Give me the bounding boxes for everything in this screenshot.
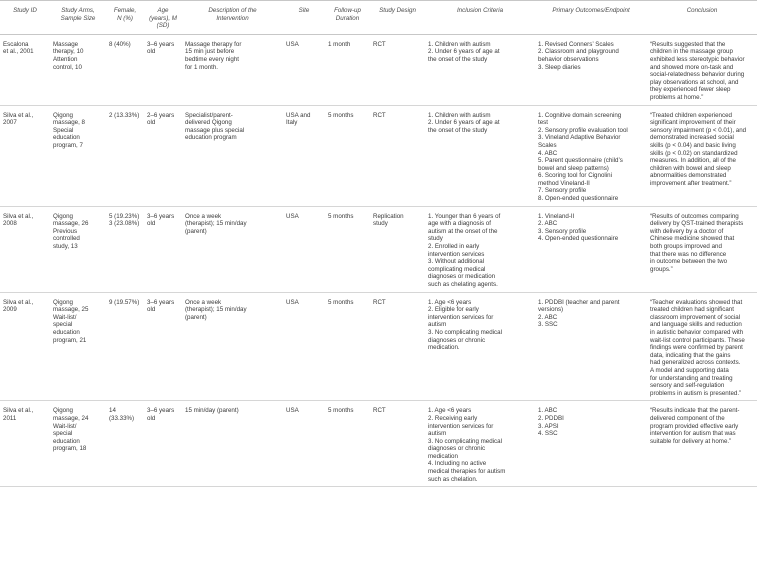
cell-line: 3–6 years [147,40,175,48]
table-header [0,1,757,35]
cell-female [106,206,144,292]
cell-line: 3. No complicating medical [428,328,502,336]
cell-line: Qigong [53,111,73,119]
cell-line: findings were confirmed by parent [650,344,743,352]
cell-follow-up [325,401,370,487]
cell-line: controlled [53,235,80,243]
cell-line: such as chelating agents. [428,281,498,288]
cell-line: intervention services for [428,313,494,321]
cell-line: old [147,220,156,228]
cell-line: et al., 2001 [3,48,34,56]
cell-line: intervention for autism that was [650,430,736,438]
cell-site [283,105,325,206]
cell-line: education program [185,134,237,142]
cell-follow-up [325,292,370,401]
cell-age [144,34,182,105]
cell-line: Scales [538,141,557,149]
header-line: Female, [113,7,137,14]
header-line: N (%) [117,14,133,22]
cell-line: medication. [428,344,460,352]
cell-line: both groups improved and [650,243,722,251]
cell-line: (parent) [185,227,207,235]
cell-line: old [147,414,156,422]
cell-line: old [147,119,156,127]
cell-site [283,401,325,487]
cell-line: “Results of outcomes comparing [650,212,739,220]
cell-line: RCT [373,40,386,48]
cell-line: education [53,328,80,336]
cell-line: and language skills and reduction [650,321,742,329]
cell-study-id [0,206,50,292]
header-line: Age [157,7,169,14]
cell-line: 15 min just before [185,48,235,56]
cell-line: delivered Qigong [185,119,232,127]
cell-female [106,401,144,487]
cell-line: Wait-list/ [53,422,77,430]
cell-site [283,34,325,105]
cell-inclusion-criteria [425,292,535,401]
cell-line: therapy, 10 [53,48,84,56]
cell-line: (therapist); 15 min/day [185,220,247,228]
cell-line: bedtime every night [185,55,239,63]
cell-line: study [373,220,388,228]
cell-line: problems in autism is presented.” [650,389,742,397]
cell-female [106,105,144,206]
cell-line: education [53,437,80,445]
cell-line: old [147,48,156,56]
cell-study-id [0,401,50,487]
cell-line: (therapist); 15 min/day [185,306,247,314]
cell-line: massage, 25 [53,306,89,314]
cell-age [144,401,182,487]
cell-line: 1. PDDBI (teacher and parent [538,298,620,306]
cell-line: Silva et al., [3,298,34,306]
cell-line: Massage [53,40,79,48]
header-line: Duration [335,14,360,22]
cell-line: for understanding and treating [650,374,733,382]
cell-line: 14 [109,407,116,415]
cell-line: autism [428,430,447,438]
cell-line: 15 min/day (parent) [185,407,239,415]
cell-line: 4. Open-ended questionnaire [538,235,619,243]
cell-line: A model and supporting data [650,366,729,374]
cell-line: measures. In addition, all of the [650,157,736,165]
cell-line: play observations at school, and [650,78,739,86]
cell-line: for 1 month. [185,63,219,71]
cell-line: 2. Under 6 years of age at [428,48,500,56]
cell-line: 1. ABC [538,407,558,415]
cell-line: 1. Children with autism [428,111,491,119]
column-header-study-design [370,1,425,35]
cell-line: Qigong [53,407,73,415]
cell-line: 2011 [3,414,17,422]
cell-study-design [370,34,425,105]
cell-line: Specialist/parent- [185,111,233,119]
cell-line: 2. Under 6 years of age at [428,119,500,127]
cell-line: 2. ABC [538,313,558,321]
cell-line: USA [286,298,299,306]
cell-line: medical therapies for autism [428,468,506,476]
cell-line: autism [428,321,447,329]
cell-study-design [370,401,425,487]
cell-line: 5. Parent questionnaire (child’s [538,157,623,165]
cell-line: “Treated children experienced [650,111,732,119]
cell-line: demonstrated increased social [650,134,734,142]
cell-line: 2. Receiving early [428,414,478,422]
cell-line: in autistic behavior compared with [650,328,744,336]
cell-line: delivery by QST-trained therapists [650,220,744,228]
cell-inclusion-criteria [425,34,535,105]
cell-primary-outcomes [535,105,647,206]
cell-primary-outcomes [535,34,647,105]
cell-line: data, indicating that the gains [650,351,731,359]
cell-line: that there was no difference [650,250,727,258]
cell-line: they experienced fewer sleep [650,86,731,94]
cell-follow-up [325,34,370,105]
cell-intervention [182,206,283,292]
cell-site [283,292,325,401]
cell-line: “Teacher evaluations showed that [650,298,743,306]
cell-age [144,105,182,206]
cell-line: 2. Classroom and playground [538,48,619,56]
cell-line: special [53,321,73,329]
cell-line: sensory impairment (p < 0.01), and [650,126,747,134]
cell-line: 2009 [3,306,17,314]
cell-line: 3–6 years [147,212,175,220]
header-line: Inclusion Criteria [456,7,504,14]
table-row [0,292,757,401]
column-header-age [144,1,182,35]
cell-intervention [182,105,283,206]
cell-line: 8 (40%) [109,40,131,48]
cell-line: 3–6 years [147,407,175,415]
cell-line: 3. Vineland Adaptive Behavior [538,134,621,142]
cell-line: education [53,134,80,142]
cell-line: Escalona [3,40,29,48]
cell-line: delivered component of the [650,414,725,422]
header-line: Sample Size [60,14,96,22]
cell-conclusion [647,292,757,401]
cell-study-arms [50,292,106,401]
cell-line: 2–6 years [147,111,175,119]
cell-line: suitable for delivery at home.” [650,437,732,445]
cell-line: study, 13 [53,243,78,251]
cell-line: diagnoses or chronic [428,445,486,453]
cell-line: 1. Vineland-II [538,212,575,220]
column-header-site [283,1,325,35]
cell-study-id [0,105,50,206]
cell-line: skills (p < 0.02) on standardized [650,149,738,157]
header-line: Description of the [208,7,257,14]
cell-line: Chinese medicine showed that [650,235,735,243]
header-line: Intervention [216,14,249,22]
cell-study-arms [50,401,106,487]
header-line: Follow-up [334,7,361,14]
cell-study-design [370,105,425,206]
cell-line: Replication [373,212,404,220]
cell-line: medication [428,452,458,460]
cell-conclusion [647,401,757,487]
cell-line: with delivery by a doctor of [650,227,724,235]
cell-line: 3. Without additional [428,258,485,266]
cell-line: Previous [53,227,78,235]
cell-line: special [53,430,73,438]
cell-line: had generalized across contexts. [650,359,741,367]
cell-line: the onset of the study [428,55,488,63]
cell-line: social-relatedness behavior during [650,71,745,79]
cell-line: (33.33%) [109,414,135,422]
cell-line: USA [286,212,299,220]
cell-line: bowel and sleep patterns) [538,164,609,172]
cell-line: 4. ABC [538,149,558,157]
header-line: Study Arms, [61,7,95,14]
header-line: Study ID [13,7,37,14]
cell-female [106,34,144,105]
cell-line: 1. Children with autism [428,40,491,48]
cell-intervention [182,34,283,105]
cell-female [106,292,144,401]
cell-line: Silva et al., [3,407,34,415]
cell-line: program, 21 [53,336,87,344]
cell-line: (parent) [185,313,207,321]
cell-study-arms [50,206,106,292]
cell-line: sensory and self-regulation [650,382,725,390]
cell-line: program, 7 [53,141,83,149]
cell-line: the onset of the study [428,126,488,134]
cell-line: 2. Eligible for early [428,306,479,314]
header-line: (SD) [156,22,170,30]
cell-line: 2. ABC [538,220,558,228]
cell-line: 1 month [328,40,351,48]
cell-line: RCT [373,407,386,415]
cell-line: 3–6 years [147,298,175,306]
cell-line: USA [286,407,299,415]
cell-line: intervention services for [428,422,494,430]
cell-line: 3. Sensory profile [538,227,587,235]
cell-study-design [370,206,425,292]
cell-line: study [428,235,443,243]
cell-line: autism at the onset of the [428,227,498,235]
cell-line: 4. Including no active [428,460,487,468]
cell-intervention [182,401,283,487]
cell-line: Wait-list/ [53,313,77,321]
column-header-intervention [182,1,283,35]
cell-line: 3 (23.08%) [109,220,140,228]
cell-line: children in the massage group [650,48,733,56]
cell-primary-outcomes [535,292,647,401]
cell-line: 5 months [328,407,354,415]
cell-line: 9 (19.57%) [109,298,140,306]
cell-line: 5 months [328,212,354,220]
cell-line: 5 months [328,298,354,306]
cell-conclusion [647,34,757,105]
cell-line: Qigong [53,298,73,306]
column-header-follow-up [325,1,370,35]
cell-inclusion-criteria [425,206,535,292]
cell-line: complicating medical [428,265,486,273]
cell-line: behavior observations [538,55,599,63]
cell-line: Special [53,126,74,134]
cell-line: massage, 24 [53,414,89,422]
column-header-female [106,1,144,35]
cell-line: Once a week [185,212,222,220]
cell-line: control, 10 [53,63,82,71]
cell-line: skills (p < 0.04) and basic living [650,141,736,149]
cell-line: “Results suggested that the [650,40,726,48]
cell-line: 4. SSC [538,430,558,438]
cell-line: 5 (19.23%) [109,212,140,220]
cell-line: Silva et al., [3,111,34,119]
cell-line: classroom improvement of social [650,313,741,321]
cell-line: abnormalities demonstrated [650,172,727,180]
cell-follow-up [325,206,370,292]
table-row [0,34,757,105]
table-row [0,206,757,292]
cell-line: 7. Sensory profile [538,187,587,195]
header-line: Primary Outcomes/Endpoint [552,7,630,14]
header-line: (years), M [149,14,177,22]
header-line: Study Design [379,7,416,14]
cell-line: 3. SSC [538,321,558,329]
cell-inclusion-criteria [425,401,535,487]
cell-line: 6. Scoring tool for Cignolini [538,172,612,180]
cell-line: 2. PDDBI [538,414,564,422]
cell-line: 2008 [3,220,17,228]
cell-line: Italy [286,119,298,127]
cell-line: massage plus special [185,126,245,134]
cell-line: 1. Revised Conners’ Scales [538,40,614,48]
cell-site [283,206,325,292]
cell-study-arms [50,34,106,105]
cell-line: diagnoses or chronic [428,336,486,344]
cell-line: USA and [286,111,311,119]
cell-line: problems at home.” [650,93,704,101]
cell-line: versions) [538,306,564,314]
cell-line: 1. Younger than 6 years of [428,212,501,220]
cell-line: program provided effective early [650,422,739,430]
cell-line: 3. APSI [538,422,559,430]
cell-line: 1. Age <6 years [428,407,472,415]
cell-study-id [0,292,50,401]
cell-study-design [370,292,425,401]
header-row [0,1,757,35]
cell-age [144,292,182,401]
cell-age [144,206,182,292]
cell-study-id [0,34,50,105]
cell-inclusion-criteria [425,105,535,206]
cell-line: Qigong [53,212,73,220]
cell-line: diagnoses or medication [428,273,496,281]
cell-line: Massage therapy for [185,40,242,48]
cell-primary-outcomes [535,206,647,292]
cell-line: test [538,119,548,127]
table-body [0,34,757,486]
cell-line: such as chelation. [428,475,478,483]
cell-line: method Vineland-II [538,179,590,187]
cell-line: old [147,306,156,314]
cell-line: intervention services [428,250,485,258]
cell-line: 1. Age <6 years [428,298,472,306]
cell-line: improvement after treatment.” [650,179,732,187]
header-line: Conclusion [686,7,718,14]
cell-line: 3. No complicating medical [428,437,502,445]
cell-line: 1. Cognitive domain screening [538,111,622,119]
header-line: Site [298,7,310,14]
column-header-primary-outcomes [535,1,647,35]
cell-line: 2. Sensory profile evaluation tool [538,126,628,134]
cell-line: program, 18 [53,445,87,453]
cell-line: 2 (13.33%) [109,111,140,119]
cell-line: RCT [373,111,386,119]
cell-line: wait-list control participants. These [650,336,745,344]
cell-line: 5 months [328,111,354,119]
cell-line: USA [286,40,299,48]
cell-line: RCT [373,298,386,306]
table-row [0,401,757,487]
cell-line: Once a week [185,298,222,306]
cell-line: groups.” [650,265,673,273]
cell-line: Silva et al., [3,212,34,220]
column-header-study-id [0,1,50,35]
cell-intervention [182,292,283,401]
cell-line: in outcome between the two [650,258,728,266]
cell-line: 8. Open-ended questionnaire [538,195,619,203]
cell-conclusion [647,105,757,206]
cell-line: treated children had significant [650,306,734,314]
cell-line: significant improvement of their [650,119,736,127]
cell-primary-outcomes [535,401,647,487]
column-header-inclusion-criteria [425,1,535,35]
column-header-study-arms [50,1,106,35]
cell-study-arms [50,105,106,206]
cell-line: and showed more on-task and [650,63,734,71]
cell-line: “Results indicate that the parent- [650,407,740,415]
cell-follow-up [325,105,370,206]
cell-line: exhibited less stereotypic behavior [650,55,745,63]
cell-line: 2. Enrolled in early [428,243,480,251]
cell-line: massage, 26 [53,220,89,228]
cell-line: children with bowel and sleep [650,164,731,172]
cell-line: massage, 8 [53,119,85,127]
cell-line: age with a diagnosis of [428,220,491,228]
cell-line: 2007 [3,119,17,127]
cell-line: Attention [53,55,78,63]
cell-conclusion [647,206,757,292]
column-header-conclusion [647,1,757,35]
table-row [0,105,757,206]
cell-line: 3. Sleep diaries [538,63,581,71]
